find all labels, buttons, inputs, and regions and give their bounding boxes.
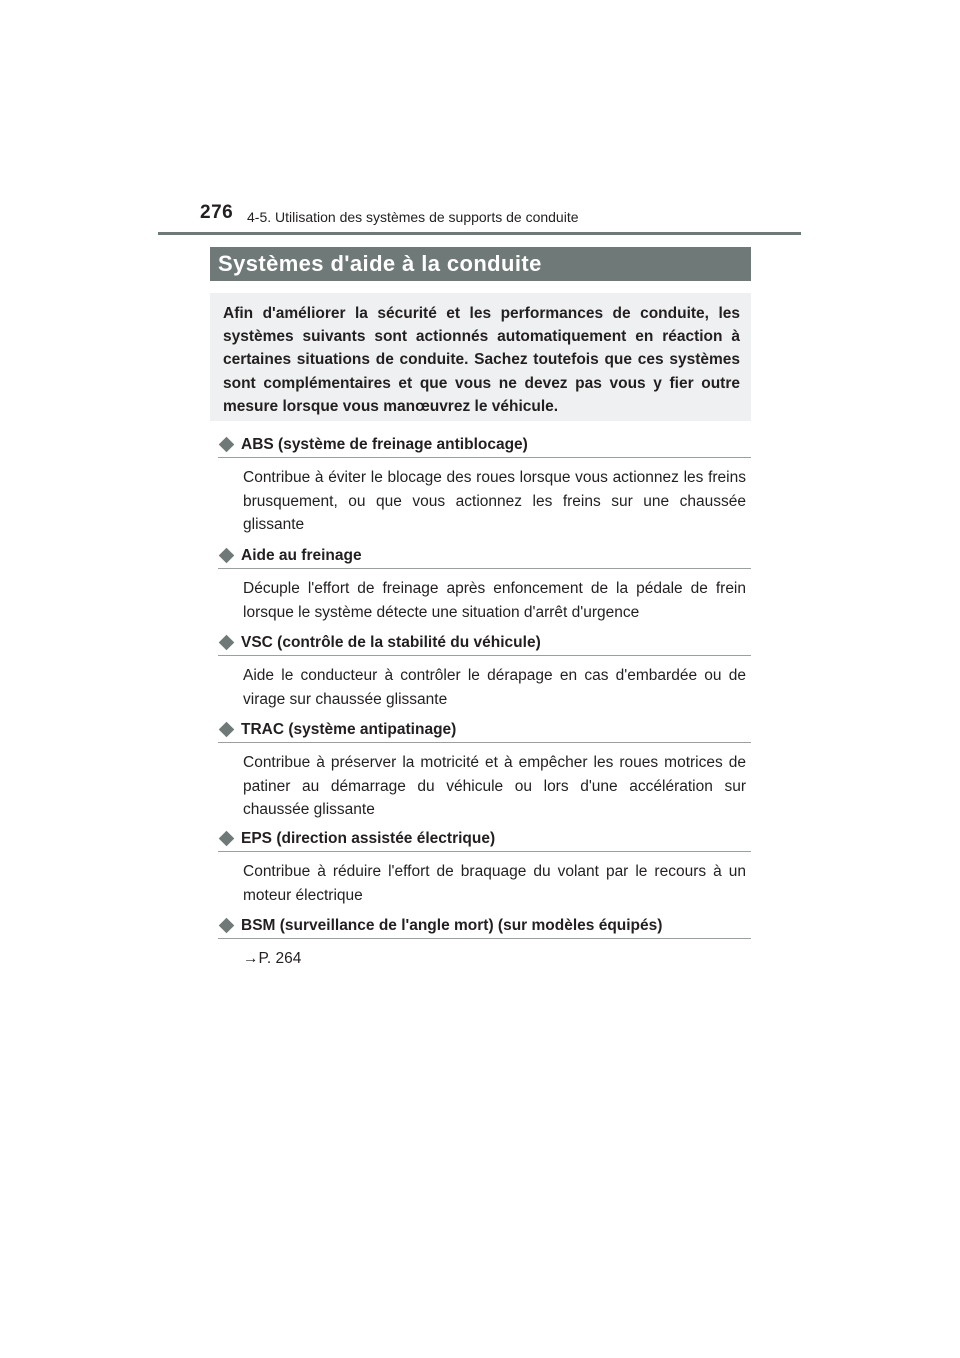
- page-title: Systèmes d'aide à la conduite: [218, 251, 542, 276]
- item-heading: [218, 913, 751, 939]
- item-body: Contribue à éviter le blocage des roues lorsque vous actionnez les freins brusquement, ou que vous actionnez les freins sur une chaussée glissante: [243, 469, 746, 533]
- feature-item-vsc: [218, 630, 751, 711]
- feature-item-eps: [218, 826, 751, 907]
- section-path: 4-5. Utilisation des systèmes de supports de conduite: [247, 209, 579, 225]
- item-body: Contribue à préserver la motricité et à empêcher les roues motrices de patiner au démarrage du véhicule ou lors d'une accélération sur chaussée glissante: [243, 754, 746, 818]
- feature-item-abs: [218, 432, 751, 537]
- diamond-bullet-icon: [219, 831, 235, 847]
- header-rule: [158, 232, 801, 235]
- item-heading: [218, 826, 751, 852]
- page-reference: →P. 264: [243, 950, 302, 967]
- diamond-bullet-icon: [219, 548, 235, 564]
- item-heading: [218, 717, 751, 743]
- item-title: EPS (direction assistée électrique): [241, 829, 496, 847]
- item-body: Décuple l'effort de freinage après enfoncement de la pédale de frein lorsque le système détecte une situation d'arrêt d'urgence: [243, 580, 746, 621]
- diamond-bullet-icon: [219, 437, 235, 453]
- item-body: Aide le conducteur à contrôler le dérapage en cas d'embardée ou de virage sur chaussée glissante: [243, 667, 746, 708]
- intro-text: Afin d'améliorer la sécurité et les performances de conduite, les systèmes suivants sont actionnés automatiquement en réaction à certaines situations de conduite. Sachez toutefois que ces systèmes sont complémentaires et que vous ne devez pas vous y fier outre mesure lorsque vous manœuvrez le véhicule.: [223, 305, 740, 415]
- item-title: Aide au freinage: [241, 546, 362, 564]
- page-number: 276: [200, 202, 234, 223]
- item-heading: [218, 543, 751, 569]
- feature-item-brake-assist: [218, 543, 751, 624]
- item-title: VSC (contrôle de la stabilité du véhicule): [241, 633, 541, 651]
- title-bar: [210, 247, 751, 281]
- item-heading: [218, 630, 751, 656]
- diamond-bullet-icon: [219, 918, 235, 934]
- feature-item-bsm: [218, 913, 751, 971]
- item-title: ABS (système de freinage antiblocage): [241, 435, 528, 453]
- feature-item-trac: [218, 717, 751, 822]
- item-title: TRAC (système antipatinage): [241, 720, 457, 738]
- diamond-bullet-icon: [219, 635, 235, 651]
- diamond-bullet-icon: [219, 722, 235, 738]
- intro-box: [210, 293, 751, 421]
- item-body: Contribue à réduire l'effort de braquage du volant par le recours à un moteur électrique: [243, 863, 746, 904]
- item-heading: [218, 432, 751, 458]
- item-title: BSM (surveillance de l'angle mort) (sur modèles équipés): [241, 916, 663, 934]
